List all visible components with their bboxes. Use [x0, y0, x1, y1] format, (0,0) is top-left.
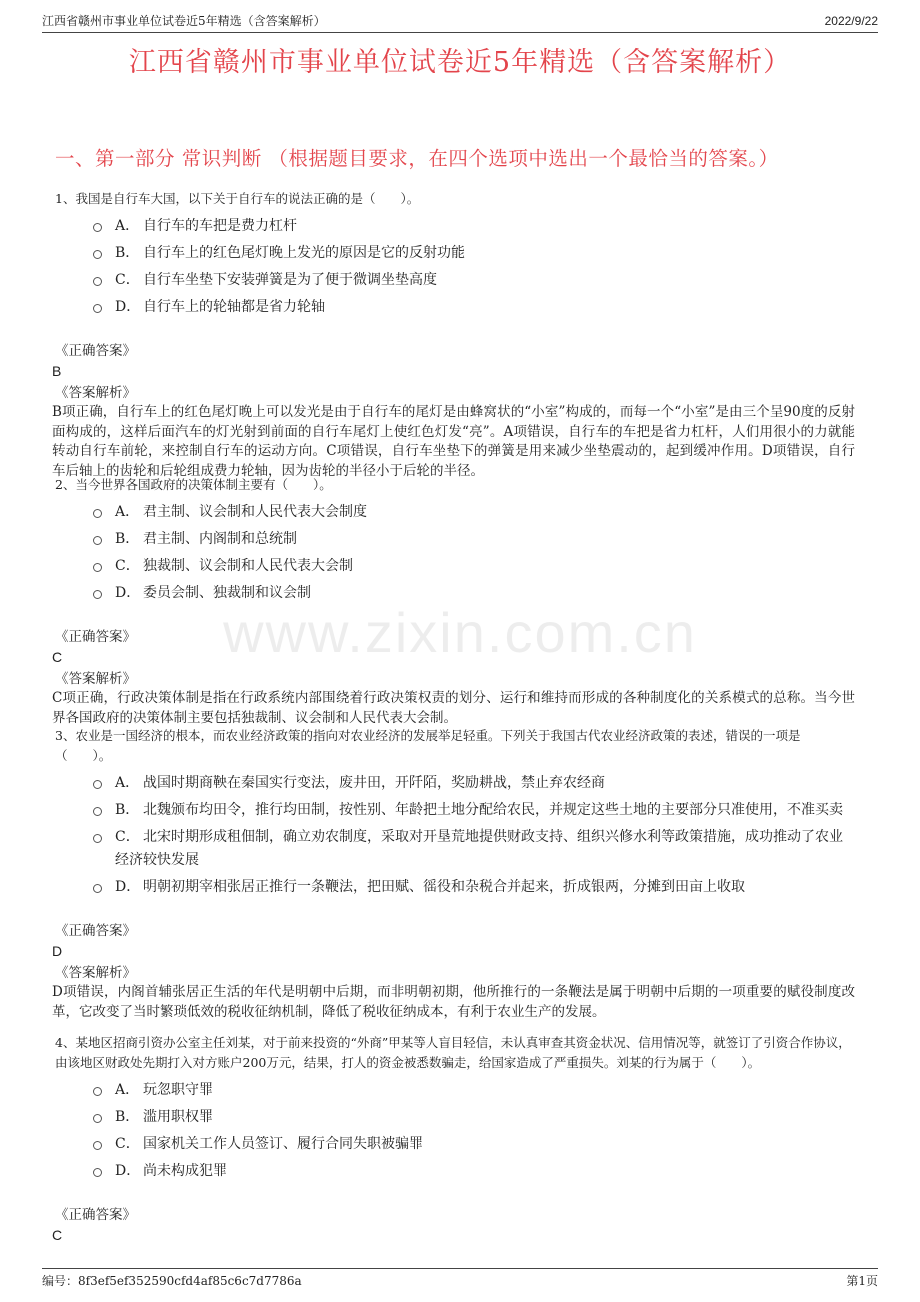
option-text: 国家机关工作人员签订、履行合同失职被骗罪 — [143, 1136, 423, 1152]
option-text: 自行车坐垫下安装弹簧是为了便于微调坐垫高度 — [143, 272, 437, 288]
answer-label: 《正确答案》 — [55, 1207, 136, 1223]
option-text: 明朝初期宰相张居正推行一条鞭法，把田赋、徭役和杂税合并起来，折成银两，分摊到田亩上收取 — [143, 879, 745, 895]
question-stem: 3、农业是一国经济的根本，而农业经济政策的指向对农业经济的发展举足轻重。下列关于我国古代农业经济政策的表述，错误的一项是（ ）。 — [55, 728, 801, 763]
option-text: 北宋时期形成租佃制，确立劝农制度，采取对开垦荒地提供财政支持、组织兴修水利等政策措施，成功推动了农业经济较快发展 — [115, 829, 843, 868]
option-c[interactable] — [93, 269, 855, 292]
option-text: 滥用职权罪 — [143, 1109, 213, 1125]
option-b[interactable] — [93, 528, 855, 551]
document-id: 编号：8f3ef5ef352590cfd4af85c6c7d7786a — [42, 1274, 302, 1288]
answer-value: D — [52, 943, 63, 959]
question-4 — [52, 1033, 855, 1245]
radio-icon[interactable] — [93, 1087, 102, 1096]
answer-label: 《正确答案》 — [55, 923, 136, 939]
explanation-label: 《答案解析》 — [55, 385, 136, 401]
document-title: 江西省赣州市事业单位试卷近5年精选（含答案解析） — [128, 47, 792, 78]
radio-icon[interactable] — [93, 250, 102, 259]
question-stem: 2、当今世界各国政府的决策体制主要有（ ）。 — [55, 477, 332, 492]
option-letter: A． — [115, 504, 140, 520]
answer-label: 《正确答案》 — [55, 343, 136, 359]
answer-value: C — [52, 649, 63, 665]
option-letter: C． — [115, 829, 140, 845]
answer-value: C — [52, 1227, 63, 1243]
answer-label: 《正确答案》 — [55, 629, 136, 645]
option-b[interactable] — [93, 799, 855, 822]
explanation-label: 《答案解析》 — [55, 965, 136, 981]
radio-icon[interactable] — [93, 277, 102, 286]
option-letter: B． — [115, 245, 140, 261]
header-doc-title: 江西省赣州市事业单位试卷近5年精选（含答案解析） — [42, 14, 326, 28]
option-text: 战国时期商鞅在秦国实行变法，废井田，开阡陌，奖励耕战，禁止弃农经商 — [143, 775, 605, 791]
option-letter: B． — [115, 531, 140, 547]
page-header — [42, 12, 878, 33]
option-a[interactable] — [93, 501, 855, 524]
explanation-text: B项正确，自行车上的红色尾灯晚上可以发光是由于自行车的尾灯是由蜂窝状的“小室”构成的，而每一个“小室”是由三个呈90度的反射面构成的，这样后面汽车的灯光射到前面的自行车尾灯上使红色灯发“亮”。A项错误，自行车的车把是省力杠杆，人们用很小的力就能转动自行车前轮，来控制自行车的运动方向。C项错误，自行车坐垫下的弹簧是用来减少坐垫震动的，起到缓冲作用。D项错误，自行车后轴上的齿轮和后轮组成费力轮轴，因为齿轮的半径小于后轮的半径。 — [52, 404, 855, 479]
radio-icon[interactable] — [93, 807, 102, 816]
radio-icon[interactable] — [93, 590, 102, 599]
option-text: 尚未构成犯罪 — [143, 1163, 227, 1179]
option-text: 君主制、内阁制和总统制 — [143, 531, 297, 547]
answer-value: B — [52, 363, 62, 379]
explanation-text: D项错误，内阁首辅张居正生活的年代是明朝中后期，而非明朝初期，他所推行的一条鞭法是属于明朝中后期的一项重要的赋役制度改革，它改变了当时繁琐低效的税收征纳机制，降低了税收征纳成本，有利于农业生产的发展。 — [52, 984, 855, 1020]
option-d[interactable] — [93, 296, 855, 319]
option-letter: C． — [115, 272, 140, 288]
option-text: 北魏颁布均田令，推行均田制，按性别、年龄把土地分配给农民，并规定这些土地的主要部分只准使用，不准买卖 — [143, 802, 843, 818]
option-text: 自行车的车把是费力杠杆 — [143, 218, 297, 234]
question-3 — [52, 726, 855, 1022]
option-c[interactable] — [93, 826, 855, 872]
option-letter: A． — [115, 218, 140, 234]
radio-icon[interactable] — [93, 1114, 102, 1123]
options-list — [93, 772, 855, 899]
options-list — [93, 215, 855, 319]
radio-icon[interactable] — [93, 563, 102, 572]
question-stem: 4、某地区招商引资办公室主任刘某，对于前来投资的“外商”甲某等人盲目轻信，未认真审查其资金状况、信用情况等，就签订了引资合作协议，由该地区财政处先期打入对方账户200万元，结果，打人的资金被悉数骗走，给国家造成了严重损失。刘某的行为属于（ ）。 — [55, 1035, 851, 1070]
radio-icon[interactable] — [93, 780, 102, 789]
options-list — [93, 501, 855, 605]
option-a[interactable] — [93, 1079, 855, 1102]
page-number: 第1页 — [846, 1274, 878, 1288]
option-d[interactable] — [93, 876, 855, 899]
radio-icon[interactable] — [93, 884, 102, 893]
header-date: 2022/9/22 — [824, 14, 878, 28]
radio-icon[interactable] — [93, 1168, 102, 1177]
radio-icon[interactable] — [93, 509, 102, 518]
option-a[interactable] — [93, 215, 855, 238]
explanation-label: 《答案解析》 — [55, 671, 136, 687]
radio-icon[interactable] — [93, 304, 102, 313]
option-text: 委员会制、独裁制和议会制 — [143, 585, 311, 601]
watermark: www.zixin.com.cn — [223, 601, 697, 664]
option-b[interactable] — [93, 1106, 855, 1129]
option-d[interactable] — [93, 582, 855, 605]
radio-icon[interactable] — [93, 834, 102, 843]
options-list — [93, 1079, 855, 1183]
option-d[interactable] — [93, 1160, 855, 1183]
option-letter: B． — [115, 802, 140, 818]
option-letter: D． — [115, 585, 141, 601]
option-text: 独裁制、议会制和人民代表大会制 — [143, 558, 353, 574]
option-letter: C． — [115, 1136, 140, 1152]
question-2 — [52, 475, 855, 728]
option-letter: B． — [115, 1109, 140, 1125]
option-b[interactable] — [93, 242, 855, 265]
radio-icon[interactable] — [93, 223, 102, 232]
option-letter: D． — [115, 1163, 141, 1179]
radio-icon[interactable] — [93, 1141, 102, 1150]
question-stem: 1、我国是自行车大国，以下关于自行车的说法正确的是（ ）。 — [55, 191, 420, 206]
option-letter: A． — [115, 775, 140, 791]
radio-icon[interactable] — [93, 536, 102, 545]
option-a[interactable] — [93, 772, 855, 795]
page-footer — [42, 1268, 878, 1288]
option-letter: A． — [115, 1082, 140, 1098]
explanation-text: C项正确，行政决策体制是指在行政系统内部围绕着行政决策权责的划分、运行和维持而形成的各种制度化的关系模式的总称。当今世界各国政府的决策体制主要包括独裁制、议会制和人民代表大会制。 — [52, 690, 855, 726]
option-c[interactable] — [93, 555, 855, 578]
option-text: 自行车上的轮轴都是省力轮轴 — [143, 299, 325, 315]
question-1 — [52, 189, 855, 481]
option-text: 玩忽职守罪 — [143, 1082, 213, 1098]
option-letter: D． — [115, 299, 141, 315]
option-text: 自行车上的红色尾灯晚上发光的原因是它的反射功能 — [143, 245, 465, 261]
option-letter: D． — [115, 879, 141, 895]
option-text: 君主制、议会制和人民代表大会制度 — [143, 504, 367, 520]
option-letter: C． — [115, 558, 140, 574]
section-title: 一、第一部分 常识判断 （根据题目要求，在四个选项中选出一个最恰当的答案。） — [55, 147, 779, 170]
option-c[interactable] — [93, 1133, 855, 1156]
